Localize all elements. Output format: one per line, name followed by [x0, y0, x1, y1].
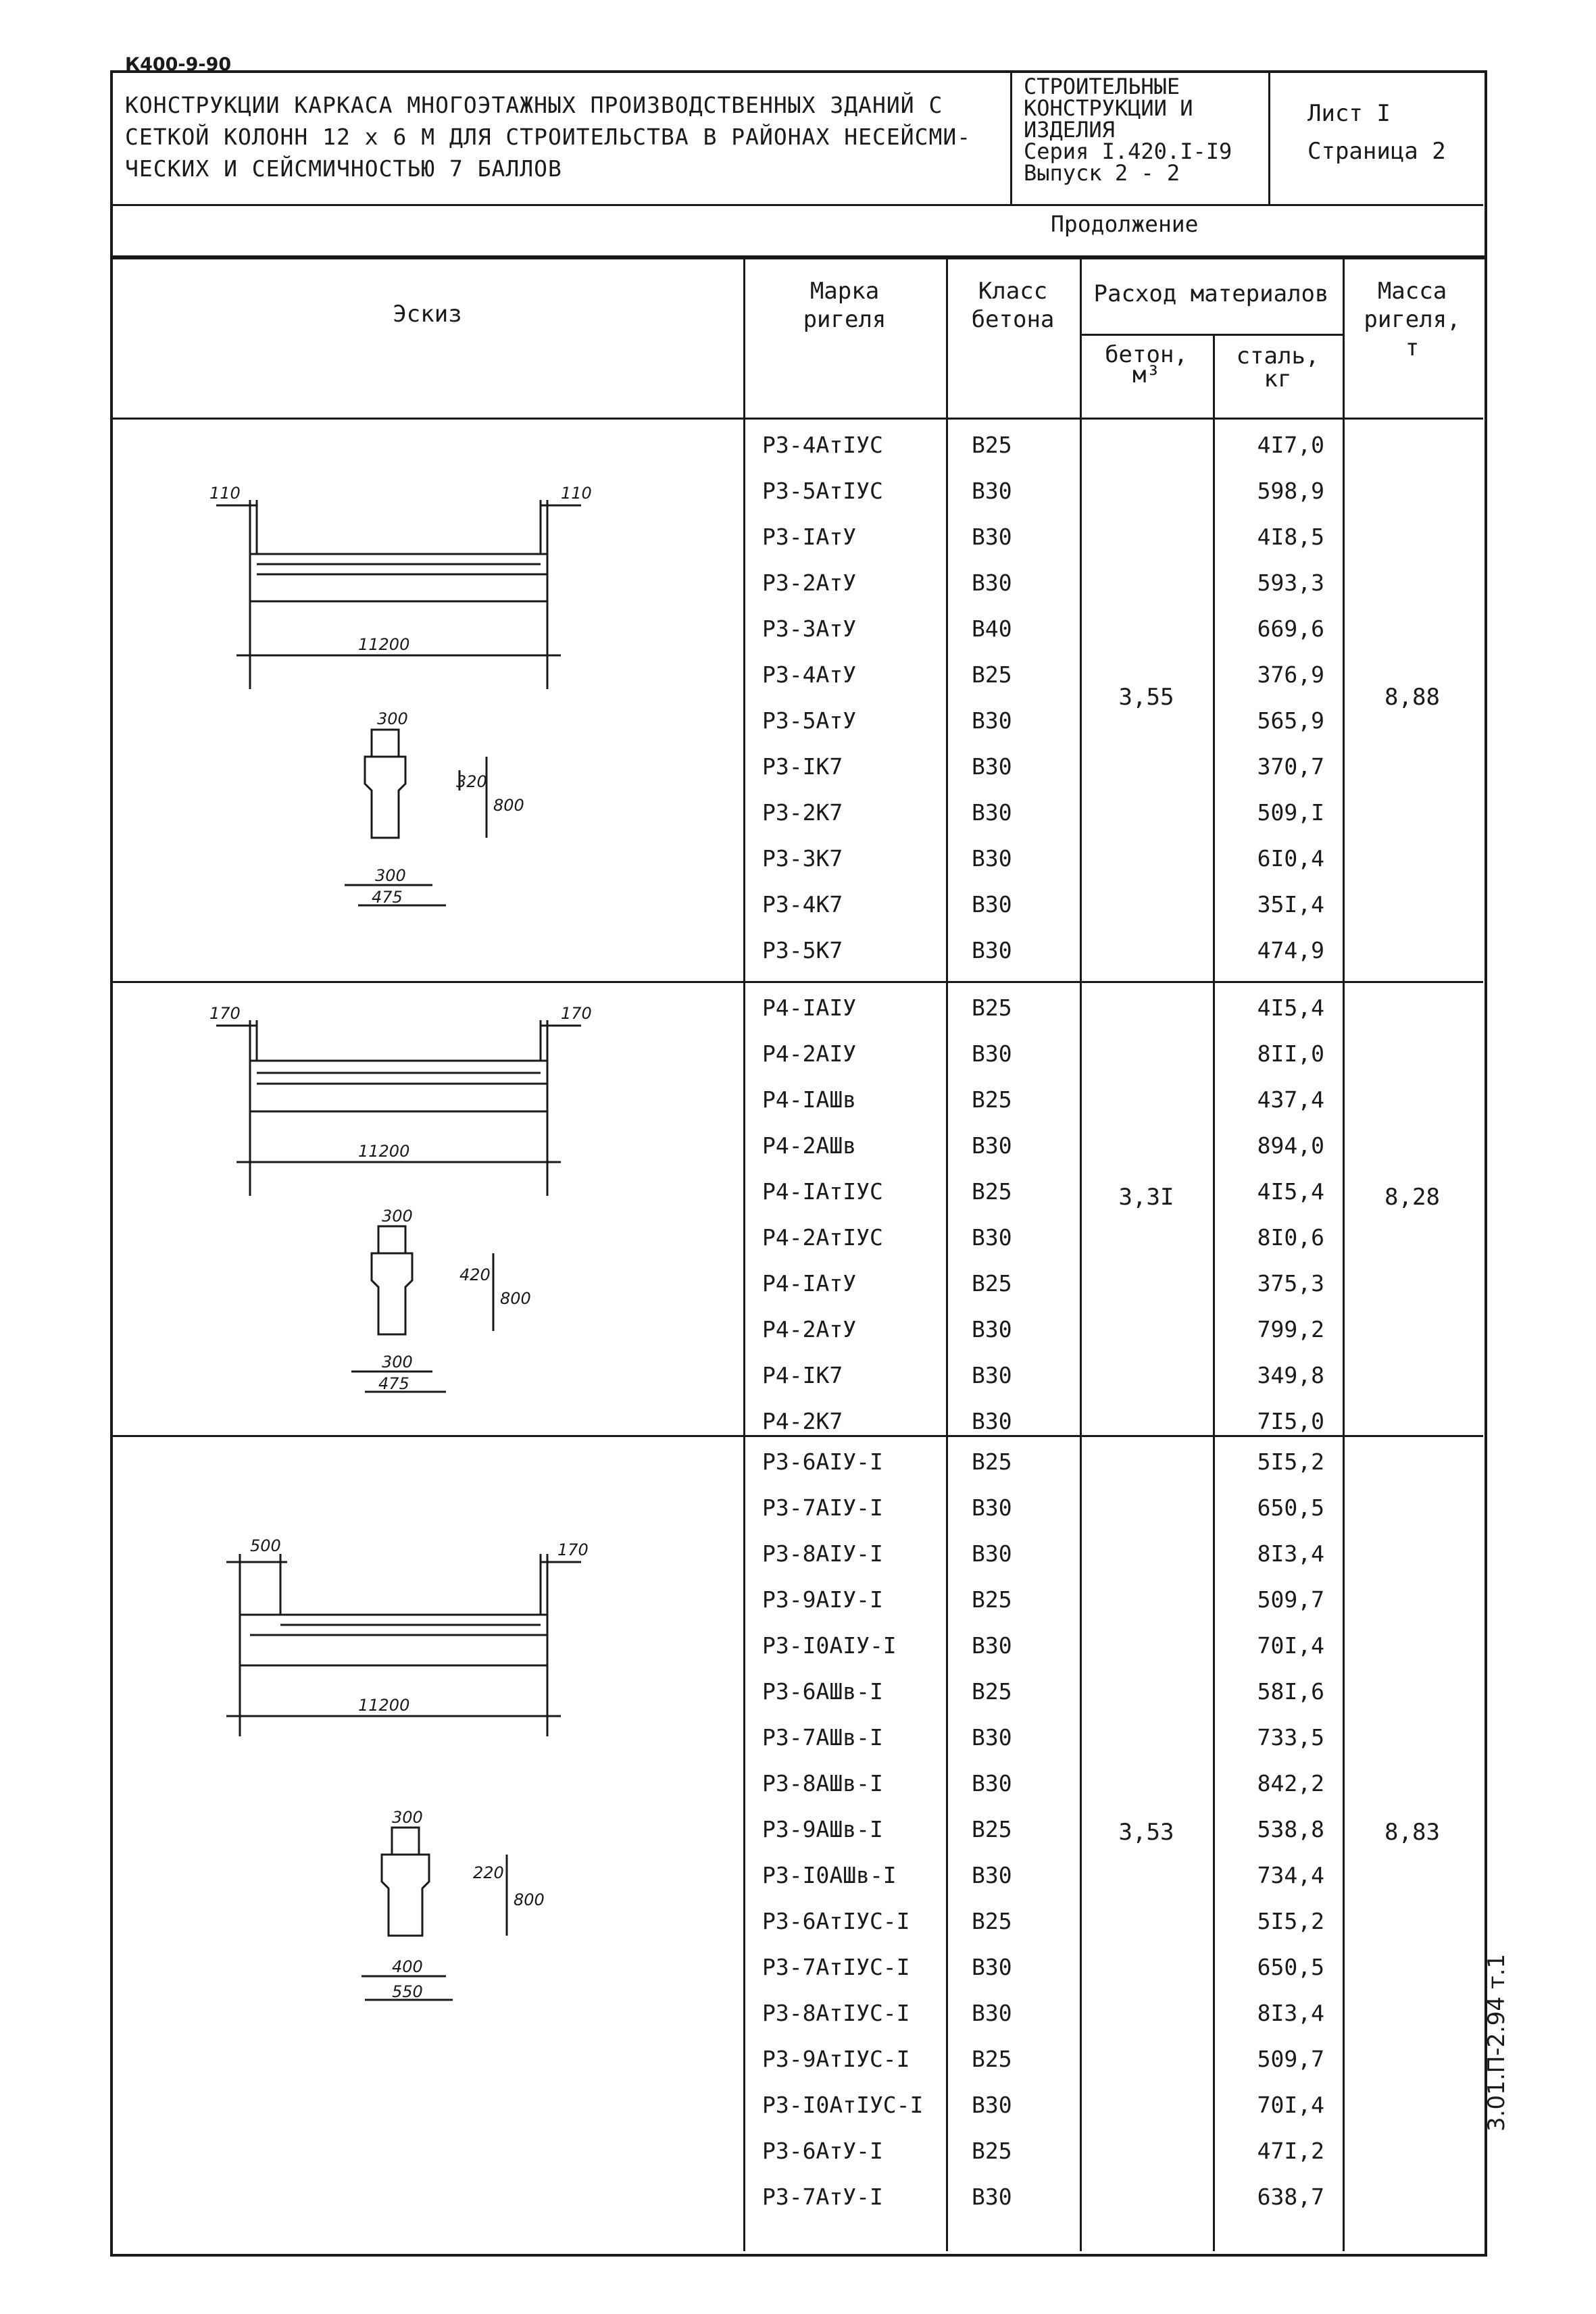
dim-length: 11200: [358, 1142, 410, 1161]
row-mark: Р4-2АШв: [762, 1132, 857, 1159]
row-mark: Р4-IАШв: [762, 1086, 857, 1113]
row-steel: 5I5,2: [1257, 1908, 1324, 1934]
header-materials: Расход материалов: [1093, 280, 1329, 307]
row-mark: РЗ-2К7: [762, 799, 843, 826]
row-mark: РЗ-2АтУ: [762, 570, 857, 596]
beam-sketch-1: [189, 473, 622, 946]
row-concrete-class: В25: [972, 1586, 1012, 1613]
row-steel: 4I5,4: [1257, 995, 1324, 1021]
row-mark: РЗ-8АтIУС-I: [762, 2000, 910, 2026]
row-concrete-class: В30: [972, 1040, 1012, 1067]
row-concrete-class: В25: [972, 1086, 1012, 1113]
header-class: [946, 277, 1080, 334]
row-steel: 799,2: [1257, 1316, 1324, 1342]
header-concrete-line: бетон,: [1105, 341, 1188, 368]
row-steel: 5I5,2: [1257, 1449, 1324, 1475]
column-divider: [1080, 258, 1082, 2251]
row-concrete-class: В30: [972, 1316, 1012, 1342]
row-steel: 650,5: [1257, 1954, 1324, 1980]
row-steel: 565,9: [1257, 707, 1324, 734]
row-mark: РЗ-5К7: [762, 937, 843, 963]
divider: [1268, 72, 1270, 205]
row-concrete-class: В25: [972, 2138, 1012, 2164]
row-concrete-class: В30: [972, 799, 1012, 826]
row-steel: 35I,4: [1257, 891, 1324, 917]
row-concrete-class: В40: [972, 615, 1012, 642]
group-1-concrete: 3,55: [1118, 684, 1174, 711]
divider: [1010, 72, 1012, 205]
row-mark: РЗ-I0АтIУС-I: [762, 2092, 924, 2118]
row-steel: 4I8,5: [1257, 524, 1324, 550]
row-concrete-class: В30: [972, 1224, 1012, 1251]
row-mark: РЗ-5АтУ: [762, 707, 857, 734]
dim-height: 800: [493, 796, 524, 815]
row-concrete-class: В25: [972, 1678, 1012, 1705]
row-mark: РЗ-IК7: [762, 753, 843, 780]
row-steel: 8I3,4: [1257, 1540, 1324, 1567]
row-mark: РЗ-6АтIУС-I: [762, 1908, 910, 1934]
row-steel: 593,3: [1257, 570, 1324, 596]
column-divider: [946, 258, 948, 2251]
group-divider: [111, 981, 1483, 983]
row-mark: Р4-IК7: [762, 1362, 843, 1388]
row-concrete-class: В30: [972, 1632, 1012, 1659]
header-mass-line: т: [1405, 334, 1420, 361]
row-concrete-class: В25: [972, 1449, 1012, 1475]
row-steel: 474,9: [1257, 937, 1324, 963]
continuation-label: Продолжение: [1051, 211, 1199, 237]
row-mark: РЗ-I0АШв-I: [762, 1862, 897, 1888]
row-concrete-class: В25: [972, 432, 1012, 458]
row-steel: 894,0: [1257, 1132, 1324, 1159]
row-steel: 509,7: [1257, 1586, 1324, 1613]
series-line: ИЗДЕЛИЯ: [1024, 117, 1115, 143]
row-mark: РЗ-8АIУ-I: [762, 1540, 883, 1567]
row-mark: РЗ-6АтУ-I: [762, 2138, 883, 2164]
dim-flange: 420: [459, 1265, 491, 1284]
series-info: [1024, 76, 1253, 184]
dim-length: 11200: [358, 635, 410, 654]
row-concrete-class: В30: [972, 753, 1012, 780]
row-concrete-class: В25: [972, 1908, 1012, 1934]
row-mark: РЗ-7АIУ-I: [762, 1494, 883, 1521]
dim-end-left: 110: [209, 484, 241, 503]
dim-bottom: 475: [378, 1374, 409, 1393]
title-line: СЕТКОЙ КОЛОНН 12 х 6 М ДЛЯ СТРОИТЕЛЬСТВА В РАЙОНАХ НЕСЕЙСМИ-: [125, 124, 972, 150]
row-steel: 8II,0: [1257, 1040, 1324, 1067]
header-mark: [743, 277, 946, 334]
dim-flange: 320: [456, 772, 487, 791]
row-mark: Р4-2АтIУС: [762, 1224, 883, 1251]
beam-sketch-3: [189, 1513, 622, 2067]
row-concrete-class: В30: [972, 1770, 1012, 1796]
row-concrete-class: В30: [972, 570, 1012, 596]
row-mark: РЗ-7АШв-I: [762, 1724, 883, 1751]
row-concrete-class: В30: [972, 1954, 1012, 1980]
beam-sketch-2: [189, 993, 622, 1432]
column-divider: [1343, 258, 1345, 2251]
sheet-info: [1307, 95, 1446, 170]
dim-top: 300: [377, 709, 408, 728]
row-concrete-class: В25: [972, 1270, 1012, 1297]
row-mark: РЗ-7АтУ-I: [762, 2184, 883, 2210]
header-mark-line: Марка: [809, 278, 880, 305]
row-mark: Р4-IАIУ: [762, 995, 857, 1021]
row-mark: РЗ-3АтУ: [762, 615, 857, 642]
row-concrete-class: В25: [972, 1816, 1012, 1842]
column-divider: [743, 258, 745, 2251]
row-steel: 6I0,4: [1257, 845, 1324, 872]
group-2-concrete: 3,3I: [1118, 1184, 1174, 1211]
row-steel: 8I3,4: [1257, 2000, 1324, 2026]
header-concrete: [1080, 341, 1213, 388]
row-mark: Р4-2К7: [762, 1408, 843, 1434]
header-class-line: бетона: [971, 306, 1055, 333]
group-3-mass: 8,83: [1385, 1819, 1440, 1846]
dim-top: 300: [392, 1808, 423, 1827]
series-line: КОНСТРУКЦИИ И: [1024, 95, 1193, 121]
row-steel: 8I0,6: [1257, 1224, 1324, 1251]
row-mark: РЗ-9АIУ-I: [762, 1586, 883, 1613]
row-concrete-class: В30: [972, 478, 1012, 504]
row-mark: Р4-2АIУ: [762, 1040, 857, 1067]
row-concrete-class: В25: [972, 1178, 1012, 1205]
row-mark: РЗ-9АШв-I: [762, 1816, 883, 1842]
header-mass-line: ригеля,: [1364, 306, 1461, 333]
header-concrete-line: м³: [1132, 361, 1160, 388]
dim-top: 300: [382, 1207, 413, 1226]
row-steel: 70I,4: [1257, 1632, 1324, 1659]
row-steel: 734,4: [1257, 1862, 1324, 1888]
row-mark: РЗ-7АтIУС-I: [762, 1954, 910, 1980]
row-steel: 349,8: [1257, 1362, 1324, 1388]
dim-end-right: 170: [557, 1540, 589, 1559]
sheet-number: Лист I: [1307, 100, 1391, 127]
header-sketch: Эскиз: [393, 301, 462, 328]
dim-end-right: 170: [561, 1004, 592, 1023]
header-steel-line: сталь,: [1236, 343, 1320, 370]
row-mark: РЗ-6АШв-I: [762, 1678, 883, 1705]
row-concrete-class: В30: [972, 707, 1012, 734]
row-concrete-class: В30: [972, 937, 1012, 963]
dim-web: 300: [375, 866, 406, 885]
row-steel: 47I,2: [1257, 2138, 1324, 2164]
row-concrete-class: В25: [972, 2046, 1012, 2072]
row-steel: 375,3: [1257, 1270, 1324, 1297]
row-divider: [1081, 334, 1344, 336]
row-concrete-class: В30: [972, 1862, 1012, 1888]
dim-web: 400: [392, 1957, 423, 1976]
row-concrete-class: В30: [972, 524, 1012, 550]
row-mark: РЗ-3К7: [762, 845, 843, 872]
row-steel: 4I7,0: [1257, 432, 1324, 458]
row-steel: 7I5,0: [1257, 1408, 1324, 1434]
row-concrete-class: В30: [972, 2000, 1012, 2026]
document-code: К400-9-90: [125, 54, 232, 75]
row-divider: [111, 418, 1483, 420]
row-concrete-class: В30: [972, 1540, 1012, 1567]
row-concrete-class: В30: [972, 891, 1012, 917]
dim-bottom: 475: [372, 888, 403, 907]
row-steel: 70I,4: [1257, 2092, 1324, 2118]
header-mark-line: ригеля: [803, 306, 887, 333]
group-3-concrete: 3,53: [1118, 1819, 1174, 1846]
series-line: Серия I.420.I-I9: [1024, 139, 1232, 164]
row-concrete-class: В30: [972, 845, 1012, 872]
row-concrete-class: В30: [972, 1494, 1012, 1521]
row-mark: РЗ-4К7: [762, 891, 843, 917]
group-1-mass: 8,88: [1385, 684, 1440, 711]
row-steel: 509,I: [1257, 799, 1324, 826]
row-steel: 58I,6: [1257, 1678, 1324, 1705]
dim-end-right: 110: [561, 484, 592, 503]
dim-web: 300: [382, 1353, 413, 1372]
row-steel: 669,6: [1257, 615, 1324, 642]
row-steel: 437,4: [1257, 1086, 1324, 1113]
group-2-mass: 8,28: [1385, 1184, 1440, 1211]
row-steel: 538,8: [1257, 1816, 1324, 1842]
dim-height: 800: [514, 1890, 545, 1909]
row-mark: РЗ-4АтIУС: [762, 432, 883, 458]
header-steel: [1213, 345, 1343, 391]
header-steel-line: кг: [1264, 366, 1292, 393]
row-concrete-class: В30: [972, 1408, 1012, 1434]
divider: [111, 204, 1483, 206]
row-mark: РЗ-8АШв-I: [762, 1770, 883, 1796]
row-steel: 598,9: [1257, 478, 1324, 504]
title-line: КОНСТРУКЦИИ КАРКАСА МНОГОЭТАЖНЫХ ПРОИЗВОДСТВЕННЫХ ЗДАНИЙ С: [125, 92, 943, 118]
column-divider: [1213, 334, 1215, 2251]
row-steel: 842,2: [1257, 1770, 1324, 1796]
title-line: ЧЕСКИХ И СЕЙСМИЧНОСТЬЮ 7 БАЛЛОВ: [125, 155, 562, 182]
row-mark: Р4-2АтУ: [762, 1316, 857, 1342]
row-steel: 733,5: [1257, 1724, 1324, 1751]
dim-end-left: 500: [250, 1536, 281, 1555]
document-title: [125, 89, 983, 184]
row-concrete-class: В25: [972, 661, 1012, 688]
row-mark: Р4-IАтУ: [762, 1270, 857, 1297]
row-concrete-class: В25: [972, 995, 1012, 1021]
page-number: Страница 2: [1307, 138, 1446, 165]
row-mark: РЗ-I0АIУ-I: [762, 1632, 897, 1659]
row-steel: 509,7: [1257, 2046, 1324, 2072]
row-concrete-class: В30: [972, 2092, 1012, 2118]
row-steel: 376,9: [1257, 661, 1324, 688]
row-concrete-class: В30: [972, 1362, 1012, 1388]
row-mark: РЗ-IАтУ: [762, 524, 857, 550]
dim-end-left: 170: [209, 1004, 241, 1023]
row-concrete-class: В30: [972, 1724, 1012, 1751]
row-mark: РЗ-9АтIУС-I: [762, 2046, 910, 2072]
dim-height: 800: [500, 1289, 531, 1308]
header-mass: [1343, 277, 1482, 362]
row-steel: 638,7: [1257, 2184, 1324, 2210]
header-class-line: Класс: [978, 278, 1048, 305]
side-code: 3.01.П-2.94 т.1: [1483, 1953, 1510, 2132]
row-mark: РЗ-4АтУ: [762, 661, 857, 688]
row-steel: 650,5: [1257, 1494, 1324, 1521]
row-mark: РЗ-6АIУ-I: [762, 1449, 883, 1475]
row-mark: Р4-IАтIУС: [762, 1178, 883, 1205]
row-concrete-class: В30: [972, 2184, 1012, 2210]
row-mark: РЗ-5АтIУС: [762, 478, 883, 504]
dim-bottom: 550: [392, 1982, 423, 2001]
dim-length: 11200: [358, 1696, 410, 1715]
row-concrete-class: В30: [972, 1132, 1012, 1159]
header-mass-line: Масса: [1377, 278, 1447, 305]
row-steel: 4I5,4: [1257, 1178, 1324, 1205]
series-line: Выпуск 2 - 2: [1024, 160, 1180, 186]
dim-flange: 220: [473, 1863, 504, 1882]
series-line: СТРОИТЕЛЬНЫЕ: [1024, 74, 1180, 99]
row-steel: 370,7: [1257, 753, 1324, 780]
